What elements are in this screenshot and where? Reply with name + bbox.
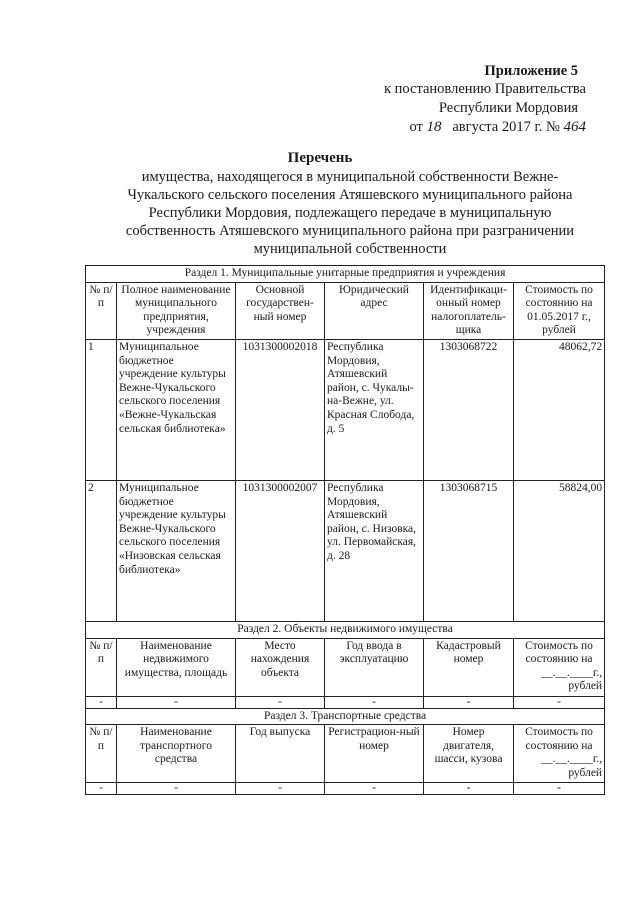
col-header-address: Юридический адрес [325, 282, 424, 339]
col-header-name: Полное наименование муниципального предприятия, учреждения [117, 282, 236, 339]
section-1-title: Раздел 1. Муниципальные унитарные предприятия и учреждения [86, 266, 605, 283]
col-header-year: Год ввода в эксплуатацию [325, 638, 424, 696]
col-header-number: № п/п [86, 282, 117, 339]
decree-line-2: Республики Мордовия [438, 100, 578, 116]
col-header-cost [514, 638, 605, 696]
col-header-engine: Номер двигателя, шасси, кузова [424, 725, 514, 783]
col-header-inn: Идентификаци-онный номер налогоплатель-щика [424, 282, 514, 339]
empty-cell: - [236, 783, 325, 795]
col-header-number: № п/п [86, 638, 117, 696]
row-cost: 58824,00 [514, 480, 605, 621]
table-row [86, 339, 605, 480]
decree-from: от [409, 119, 423, 135]
empty-cell: - [117, 696, 236, 708]
subtitle-line: имущества, находящегося в муниципальной собственности Вежне- [141, 169, 559, 185]
cost-unit: рублей [568, 680, 603, 693]
property-table [85, 265, 605, 795]
decree-line-1: к постановлению Правительства [384, 81, 586, 97]
table-row [86, 783, 605, 795]
cost-label: Стоимость по состоянию на [525, 726, 593, 752]
col-header-vehicle: Наименование транспортного средства [117, 725, 236, 783]
empty-cell: - [325, 696, 424, 708]
document-title: Перечень [287, 150, 353, 166]
empty-cell: - [325, 783, 424, 795]
table-row [86, 480, 605, 621]
col-header-cadastral: Кадастровый номер [424, 638, 514, 696]
subtitle-line: муниципальной собственности [253, 241, 447, 257]
appendix-title: Приложение 5 [484, 63, 578, 79]
subtitle-line: Чукальского сельского поселения Атяшевского муниципального района [127, 187, 573, 203]
decree-line-3 [409, 118, 586, 137]
row-number: 1 [86, 339, 117, 480]
row-inn: 1303068715 [424, 480, 514, 621]
section-2-title: Раздел 2. Объекты недвижимого имущества [86, 621, 605, 638]
col-header-ogrn: Основной государствен-ный номер [236, 282, 325, 339]
col-header-cost: Стоимость по состоянию на 01.05.2017 г., рублей [514, 282, 605, 339]
section-3-header-row [86, 725, 605, 783]
row-cost: 48062,72 [514, 339, 605, 480]
col-header-cost [514, 725, 605, 783]
row-name: Муниципальное бюджетное учреждение культуры Вежне-Чукальского сельского поселения «Низовская сельская библиотека» [117, 480, 236, 621]
section-1-title-row [86, 266, 605, 283]
empty-cell: - [86, 696, 117, 708]
row-ogrn: 1031300002007 [236, 480, 325, 621]
row-address: Республика Мордовия, Атяшевский район, с. Чукалы-на-Вежне, ул. Красная Слобода, д. 5 [325, 339, 424, 480]
section-2-header-row [86, 638, 605, 696]
decree-month-year: августа 2017 г. № [452, 119, 560, 135]
row-name: Муниципальное бюджетное учреждение культуры Вежне-Чукальского сельского поселения «Вежне-Чукальская сельская библиотека» [117, 339, 236, 480]
section-2-title-row [86, 621, 605, 638]
empty-cell: - [514, 696, 605, 708]
subtitle-line: собственность Атяшевского муниципального района при разграничении [125, 223, 575, 239]
empty-cell: - [86, 783, 117, 795]
col-header-registration: Регистрацион-ный номер [325, 725, 424, 783]
decree-number: 464 [563, 119, 586, 135]
empty-cell: - [117, 783, 236, 795]
cost-date-blank: __.__.____г., [541, 753, 603, 766]
table-row [86, 696, 605, 708]
col-header-year: Год выпуска [236, 725, 325, 783]
section-1-header-row [86, 282, 605, 339]
empty-cell: - [424, 696, 514, 708]
row-address: Республика Мордовия, Атяшевский район, с. Низовка, ул. Первомайская, д. 28 [325, 480, 424, 621]
subtitle-line: Республики Мордовия, подлежащего передаче в муниципальную [148, 205, 552, 221]
section-3-title: Раздел 3. Транспортные средства [86, 708, 605, 725]
row-inn: 1303068722 [424, 339, 514, 480]
row-number: 2 [86, 480, 117, 621]
empty-cell: - [236, 696, 325, 708]
empty-cell: - [424, 783, 514, 795]
col-header-location: Место нахождения объекта [236, 638, 325, 696]
document-subtitle [100, 168, 600, 258]
row-ogrn: 1031300002018 [236, 339, 325, 480]
decree-day: 18 [426, 119, 442, 135]
col-header-name: Наименование недвижимого имущества, площадь [117, 638, 236, 696]
cost-unit: рублей [568, 766, 603, 779]
cost-label: Стоимость по состоянию на [525, 639, 593, 666]
col-header-number: № п/п [86, 725, 117, 783]
section-3-title-row [86, 708, 605, 725]
cost-date-blank: __.__.____г., [541, 666, 603, 679]
empty-cell: - [514, 783, 605, 795]
